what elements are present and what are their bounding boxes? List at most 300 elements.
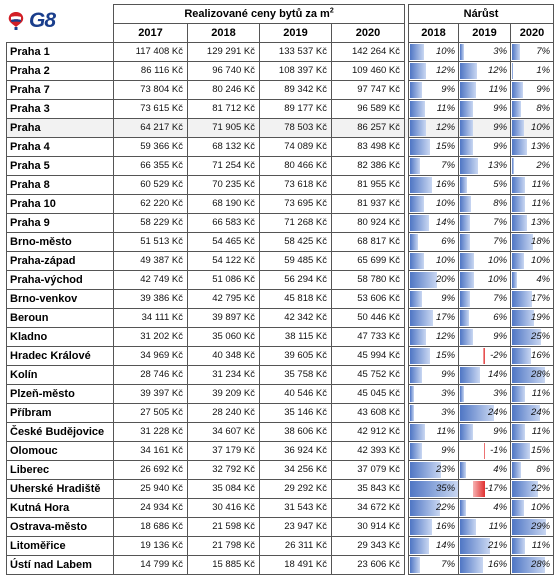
growth-bar — [410, 424, 425, 440]
growth-label: 12% — [436, 331, 456, 342]
prices-title: Realizované ceny bytů za m — [184, 8, 330, 20]
table-row — [7, 404, 554, 423]
growth-cell — [409, 556, 459, 575]
price-cell: 35 146 Kč — [260, 404, 332, 423]
growth-cell — [409, 43, 459, 62]
price-cell: 73 618 Kč — [260, 176, 332, 195]
growth-label: 9% — [441, 84, 456, 95]
growth-cell — [459, 271, 511, 290]
growth-cell — [511, 499, 554, 518]
price-cell: 73 804 Kč — [114, 81, 188, 100]
growth-cell — [409, 385, 459, 404]
table-row — [7, 138, 554, 157]
price-cell: 66 355 Kč — [114, 157, 188, 176]
growth-cell — [459, 328, 511, 347]
growth-bar — [460, 101, 473, 117]
growth-bar — [512, 196, 525, 212]
growth-label: 4% — [493, 502, 508, 513]
price-cell: 39 386 Kč — [114, 290, 188, 309]
price-cell: 86 116 Kč — [114, 62, 188, 81]
prices-header — [114, 5, 405, 24]
growth-bar — [410, 348, 430, 364]
price-cell: 54 122 Kč — [188, 252, 260, 271]
growth-cell — [511, 518, 554, 537]
table-row — [7, 176, 554, 195]
growth-header: Nárůst — [409, 5, 554, 24]
growth-label: 9% — [493, 122, 508, 133]
price-cell: 40 348 Kč — [188, 347, 260, 366]
table-row — [7, 290, 554, 309]
growth-cell — [459, 233, 511, 252]
price-cell: 18 686 Kč — [114, 518, 188, 537]
growth-cell — [511, 423, 554, 442]
city-name: Praha — [7, 119, 114, 138]
growth-cell — [459, 461, 511, 480]
growth-cell — [459, 100, 511, 119]
growth-bar — [410, 158, 420, 174]
growth-cell — [459, 366, 511, 385]
price-cell: 56 294 Kč — [260, 271, 332, 290]
growth-cell — [459, 309, 511, 328]
growth-bar — [410, 291, 422, 307]
growth-bar — [512, 234, 533, 250]
growth-bar — [410, 63, 426, 79]
price-cell: 37 179 Kč — [188, 442, 260, 461]
growth-label: 7% — [493, 217, 508, 228]
price-cell: 78 503 Kč — [260, 119, 332, 138]
price-cell: 15 885 Kč — [188, 556, 260, 575]
city-name: Olomouc — [7, 442, 114, 461]
growth-cell — [409, 537, 459, 556]
growth-cell — [409, 176, 459, 195]
growth-label: 3% — [493, 388, 508, 399]
growth-bar — [460, 329, 473, 345]
growth-bar — [512, 177, 525, 193]
growth-bar — [460, 215, 470, 231]
price-cell: 73 615 Kč — [114, 100, 188, 119]
price-cell: 31 234 Kč — [188, 366, 260, 385]
price-cell: 109 460 Kč — [332, 62, 405, 81]
price-cell: 82 386 Kč — [332, 157, 405, 176]
growth-label: 8% — [536, 103, 551, 114]
growth-cell — [511, 62, 554, 81]
price-cell: 73 695 Kč — [260, 195, 332, 214]
growth-cell — [511, 81, 554, 100]
growth-cell — [459, 81, 511, 100]
table-row — [7, 43, 554, 62]
price-cell: 71 905 Kč — [188, 119, 260, 138]
growth-label: 16% — [436, 179, 456, 190]
growth-bar — [460, 557, 483, 573]
growth-label: 10% — [531, 122, 551, 133]
growth-label: 16% — [488, 559, 508, 570]
prices-title-sup: 2 — [329, 7, 334, 15]
price-cell: 89 177 Kč — [260, 100, 332, 119]
growth-cell — [459, 176, 511, 195]
growth-bar — [473, 481, 485, 497]
table-row — [7, 499, 554, 518]
growth-bar — [410, 44, 424, 60]
growth-cell — [511, 252, 554, 271]
price-cell: 45 994 Kč — [332, 347, 405, 366]
growth-label: 10% — [531, 502, 551, 513]
growth-bar — [410, 253, 424, 269]
growth-label: 11% — [531, 426, 551, 437]
price-table — [6, 4, 554, 575]
growth-label: 11% — [531, 198, 551, 209]
price-cell: 35 843 Kč — [332, 480, 405, 499]
growth-cell — [409, 252, 459, 271]
growth-label: 14% — [488, 369, 508, 380]
growth-cell — [409, 214, 459, 233]
growth-cell — [511, 461, 554, 480]
price-cell: 23 606 Kč — [332, 556, 405, 575]
growth-cell — [511, 385, 554, 404]
growth-cell — [409, 347, 459, 366]
growth-label: 10% — [436, 255, 456, 266]
growth-label: 11% — [436, 426, 456, 437]
growth-cell — [409, 442, 459, 461]
growth-bar — [410, 139, 430, 155]
table-row — [7, 461, 554, 480]
growth-cell — [459, 62, 511, 81]
price-cell: 29 343 Kč — [332, 537, 405, 556]
growth-label: 9% — [493, 331, 508, 342]
growth-cell — [511, 214, 554, 233]
growth-label: 9% — [441, 369, 456, 380]
growth-cell — [511, 404, 554, 423]
price-cell: 59 366 Kč — [114, 138, 188, 157]
price-cell: 34 111 Kč — [114, 309, 188, 328]
city-name: Kladno — [7, 328, 114, 347]
price-cell: 45 752 Kč — [332, 366, 405, 385]
growth-cell — [409, 309, 459, 328]
growth-cell — [511, 347, 554, 366]
price-cell: 23 947 Kč — [260, 518, 332, 537]
city-name: Praha 8 — [7, 176, 114, 195]
growth-cell — [409, 233, 459, 252]
city-name: Kutná Hora — [7, 499, 114, 518]
growth-bar — [460, 291, 470, 307]
table-row — [7, 537, 554, 556]
price-cell: 31 202 Kč — [114, 328, 188, 347]
price-cell: 14 799 Kč — [114, 556, 188, 575]
growth-label: 29% — [531, 521, 551, 532]
growth-label: 14% — [436, 217, 456, 228]
year-header: 2020 — [332, 24, 405, 43]
growth-bar — [512, 386, 525, 402]
price-cell: 58 229 Kč — [114, 214, 188, 233]
growth-cell — [409, 480, 459, 499]
growth-label: 11% — [488, 521, 508, 532]
growth-cell — [511, 290, 554, 309]
price-cell: 26 311 Kč — [260, 537, 332, 556]
price-cell: 28 240 Kč — [188, 404, 260, 423]
growth-bar — [460, 519, 476, 535]
price-cell: 64 217 Kč — [114, 119, 188, 138]
growth-cell — [459, 157, 511, 176]
growth-label: 2% — [536, 160, 551, 171]
balloon-icon — [6, 11, 26, 31]
growth-bar — [512, 272, 517, 288]
growth-label: 17% — [436, 312, 456, 323]
growth-cell — [511, 366, 554, 385]
growth-bar — [460, 424, 473, 440]
price-cell: 18 491 Kč — [260, 556, 332, 575]
growth-label: 13% — [531, 141, 551, 152]
city-name: Hradec Králové — [7, 347, 114, 366]
growth-bar — [410, 310, 433, 326]
price-cell: 80 246 Kč — [188, 81, 260, 100]
price-cell: 59 485 Kč — [260, 252, 332, 271]
growth-label: 19% — [531, 312, 551, 323]
growth-label: 9% — [493, 426, 508, 437]
growth-label: 18% — [531, 236, 551, 247]
growth-label: 9% — [536, 84, 551, 95]
price-cell: 42 795 Kč — [188, 290, 260, 309]
price-cell: 53 606 Kč — [332, 290, 405, 309]
growth-bar — [410, 405, 414, 421]
price-cell: 58 425 Kč — [260, 233, 332, 252]
price-cell: 25 940 Kč — [114, 480, 188, 499]
growth-label: 21% — [488, 540, 508, 551]
growth-cell — [459, 347, 511, 366]
growth-label: 17% — [531, 293, 551, 304]
table-row — [7, 442, 554, 461]
year-header: 2017 — [114, 24, 188, 43]
growth-bar — [512, 253, 524, 269]
price-cell: 74 089 Kč — [260, 138, 332, 157]
price-cell: 70 235 Kč — [188, 176, 260, 195]
price-cell: 51 513 Kč — [114, 233, 188, 252]
price-cell: 37 079 Kč — [332, 461, 405, 480]
price-cell: 58 780 Kč — [332, 271, 405, 290]
price-cell: 81 712 Kč — [188, 100, 260, 119]
price-cell: 31 543 Kč — [260, 499, 332, 518]
growth-cell — [409, 290, 459, 309]
price-cell: 30 914 Kč — [332, 518, 405, 537]
growth-label: 7% — [493, 293, 508, 304]
table-row — [7, 385, 554, 404]
table-row — [7, 271, 554, 290]
price-cell: 34 256 Kč — [260, 461, 332, 480]
price-cell: 42 393 Kč — [332, 442, 405, 461]
price-cell: 81 937 Kč — [332, 195, 405, 214]
city-name: Brno-město — [7, 233, 114, 252]
price-cell: 38 606 Kč — [260, 423, 332, 442]
city-name: Praha 1 — [7, 43, 114, 62]
growth-label: 11% — [531, 388, 551, 399]
growth-cell — [459, 442, 511, 461]
growth-label: 11% — [531, 179, 551, 190]
price-cell: 31 228 Kč — [114, 423, 188, 442]
growth-cell — [409, 499, 459, 518]
growth-cell — [409, 138, 459, 157]
growth-label: 13% — [488, 160, 508, 171]
city-name: Praha 3 — [7, 100, 114, 119]
growth-cell — [459, 290, 511, 309]
growth-label: 5% — [493, 179, 508, 190]
price-cell: 21 598 Kč — [188, 518, 260, 537]
growth-bar — [460, 310, 468, 326]
price-cell: 30 416 Kč — [188, 499, 260, 518]
price-cell: 133 537 Kč — [260, 43, 332, 62]
price-cell: 42 342 Kč — [260, 309, 332, 328]
price-cell: 50 446 Kč — [332, 309, 405, 328]
price-cell: 89 342 Kč — [260, 81, 332, 100]
growth-label: 12% — [436, 65, 456, 76]
growth-cell — [409, 328, 459, 347]
price-cell: 68 190 Kč — [188, 195, 260, 214]
price-cell: 68 132 Kč — [188, 138, 260, 157]
growth-bar — [410, 177, 432, 193]
growth-label: 3% — [441, 407, 456, 418]
growth-label: 28% — [531, 369, 551, 380]
growth-bar — [483, 348, 484, 364]
price-cell: 45 045 Kč — [332, 385, 405, 404]
price-cell: 39 605 Kč — [260, 347, 332, 366]
growth-cell — [459, 43, 511, 62]
growth-bar — [410, 234, 418, 250]
growth-bar — [512, 215, 527, 231]
growth-bar — [460, 139, 473, 155]
price-cell: 83 498 Kč — [332, 138, 405, 157]
growth-label: 10% — [488, 274, 508, 285]
growth-label: 7% — [441, 559, 456, 570]
growth-bar — [512, 63, 513, 79]
growth-bar — [512, 120, 524, 136]
price-cell: 35 060 Kč — [188, 328, 260, 347]
city-name: Ústí nad Labem — [7, 556, 114, 575]
growth-bar — [410, 82, 422, 98]
price-cell: 19 136 Kč — [114, 537, 188, 556]
price-cell: 39 209 Kč — [188, 385, 260, 404]
brand-text: G8 — [29, 9, 56, 32]
growth-cell — [409, 119, 459, 138]
city-name: Beroun — [7, 309, 114, 328]
growth-cell — [459, 214, 511, 233]
growth-bar — [460, 367, 480, 383]
growth-label: 14% — [436, 540, 456, 551]
city-name: Praha 5 — [7, 157, 114, 176]
growth-bar — [512, 82, 523, 98]
growth-year-header: 2018 — [409, 24, 459, 43]
growth-cell — [409, 271, 459, 290]
growth-cell — [409, 81, 459, 100]
city-name: Praha-východ — [7, 271, 114, 290]
table-body — [7, 43, 554, 575]
growth-cell — [459, 480, 511, 499]
price-cell: 86 257 Kč — [332, 119, 405, 138]
growth-label: 10% — [436, 46, 456, 57]
table-row — [7, 518, 554, 537]
growth-cell — [511, 537, 554, 556]
growth-bar — [410, 329, 426, 345]
price-cell: 34 969 Kč — [114, 347, 188, 366]
growth-label: 7% — [493, 236, 508, 247]
growth-bar — [512, 443, 530, 459]
city-name: Litoměřice — [7, 537, 114, 556]
growth-label: 9% — [493, 141, 508, 152]
price-cell: 32 792 Kč — [188, 461, 260, 480]
growth-cell — [511, 271, 554, 290]
table-row — [7, 195, 554, 214]
price-cell: 62 220 Kč — [114, 195, 188, 214]
city-name: Praha 9 — [7, 214, 114, 233]
price-cell: 81 955 Kč — [332, 176, 405, 195]
growth-bar — [410, 538, 429, 554]
growth-cell — [511, 176, 554, 195]
table-row — [7, 309, 554, 328]
growth-label: 23% — [436, 464, 456, 475]
growth-label: 10% — [436, 198, 456, 209]
price-cell: 42 912 Kč — [332, 423, 405, 442]
growth-bar — [512, 348, 531, 364]
price-cell: 65 699 Kč — [332, 252, 405, 271]
price-cell: 40 546 Kč — [260, 385, 332, 404]
price-cell: 21 798 Kč — [188, 537, 260, 556]
growth-bar — [460, 177, 467, 193]
city-name: České Budějovice — [7, 423, 114, 442]
growth-label: 15% — [531, 445, 551, 456]
price-cell: 129 291 Kč — [188, 43, 260, 62]
growth-bar — [410, 215, 429, 231]
city-name: Kolín — [7, 366, 114, 385]
city-name: Praha 10 — [7, 195, 114, 214]
price-cell: 26 692 Kč — [114, 461, 188, 480]
growth-bar — [410, 367, 422, 383]
growth-bar — [410, 443, 422, 459]
growth-cell — [409, 518, 459, 537]
growth-cell — [459, 385, 511, 404]
growth-label: 28% — [531, 559, 551, 570]
price-cell: 39 897 Kč — [188, 309, 260, 328]
growth-label: 6% — [493, 312, 508, 323]
price-cell: 28 746 Kč — [114, 366, 188, 385]
growth-label: 10% — [531, 255, 551, 266]
growth-bar — [410, 101, 425, 117]
growth-label: 4% — [536, 274, 551, 285]
growth-cell — [511, 480, 554, 499]
table-row — [7, 100, 554, 119]
price-cell: 96 740 Kč — [188, 62, 260, 81]
price-cell: 66 583 Kč — [188, 214, 260, 233]
remax-g8-logo — [6, 4, 76, 38]
growth-bar — [460, 44, 464, 60]
price-cell: 49 387 Kč — [114, 252, 188, 271]
growth-bar — [512, 139, 527, 155]
table-row — [7, 214, 554, 233]
growth-bar — [512, 101, 521, 117]
table-row — [7, 480, 554, 499]
price-cell: 71 268 Kč — [260, 214, 332, 233]
growth-bar — [512, 44, 520, 60]
growth-bar — [460, 462, 466, 478]
growth-label: -1% — [490, 445, 508, 456]
growth-label: 9% — [493, 103, 508, 114]
growth-cell — [511, 43, 554, 62]
city-name: Plzeň-město — [7, 385, 114, 404]
growth-cell — [459, 195, 511, 214]
growth-cell — [409, 461, 459, 480]
growth-label: -17% — [484, 483, 508, 494]
growth-bar — [512, 538, 525, 554]
city-name: Praha-západ — [7, 252, 114, 271]
growth-label: 4% — [493, 464, 508, 475]
growth-label: 1% — [536, 65, 551, 76]
growth-label: 24% — [488, 407, 508, 418]
price-cell: 34 607 Kč — [188, 423, 260, 442]
